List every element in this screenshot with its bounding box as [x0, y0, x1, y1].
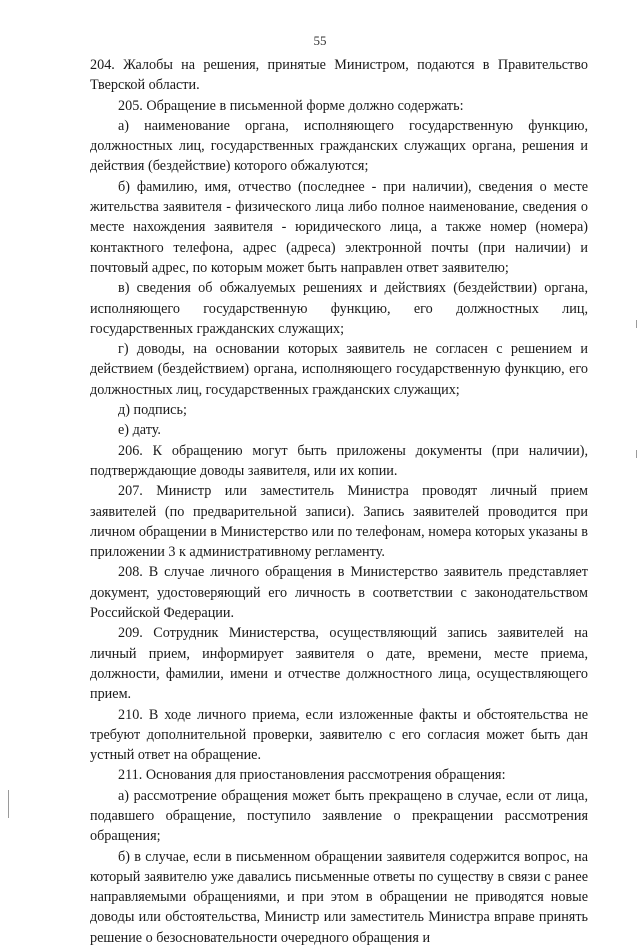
- scan-mark-right-1: [636, 320, 637, 328]
- paragraph-211-a: а) рассмотрение обращения может быть прекращено в случае, если от лица, подавшего обращение, поступило заявление о прекращении рассмотрения обращения;: [90, 787, 588, 845]
- scan-mark-left: [8, 790, 9, 818]
- paragraph-207: 207. Министр или заместитель Министра проводят личный прием заявителей (по предварительной записи). Запись заявителей проводится при личном обращении в Министерство или по телефонам, номера которых указаны в приложении 3 к административному регламенту.: [90, 483, 588, 561]
- paragraph-205-a: а) наименование органа, исполняющего государственную функцию, должностных лиц, государственных гражданских служащих органа, решения и действия (бездействие) которого обжалуются;: [90, 117, 588, 175]
- paragraph-205: 205. Обращение в письменной форме должно содержать:: [118, 97, 464, 114]
- page-number: 55: [313, 33, 327, 48]
- scan-mark-right-2: [636, 450, 637, 458]
- paragraph-208: 208. В случае личного обращения в Министерство заявитель представляет документ, удостоверяющий его личность в соответствии с законодательством Российской Федерации.: [90, 564, 588, 622]
- paragraph-210: 210. В ходе личного приема, если изложенные факты и обстоятельства не требуют дополнительной проверки, заявителю с его согласия может быть дан устный ответ на обращение.: [90, 706, 588, 764]
- document-body: [90, 55, 588, 948]
- paragraph-205-e: е) дату.: [118, 422, 161, 439]
- paragraph-205-d: д) подпись;: [118, 402, 187, 419]
- paragraph-209: 209. Сотрудник Министерства, осуществляющий запись заявителей на личный прием, информирует заявителя о дате, времени, месте приема, должности, фамилии, имени и отчестве должностного лица, осуществляющего прием.: [90, 625, 588, 703]
- paragraph-205-b: б) фамилию, имя, отчество (последнее - при наличии), сведения о месте жительства заявителя - физического лица либо полное наименование, сведения о месте нахождения заявителя - юридического лица, а также номер (номера) контактного телефона, адрес (адреса) электронной почты (при наличии) и почтовый адрес, по которым может быть направлен ответ заявителю;: [90, 178, 588, 276]
- paragraph-205-g: г) доводы, на основании которых заявитель не согласен с решением и действием (бездействием) органа, исполняющего государственную функцию, его должностных лиц, государственных гражданских служащих;: [90, 341, 588, 398]
- paragraph-211: 211. Основания для приостановления рассмотрения обращения:: [118, 767, 506, 784]
- paragraph-211-b: б) в случае, если в письменном обращении заявителя содержится вопрос, на который заявителю уже давались письменные ответы по существу в связи с ранее направляемыми обращениями, и при этом в обращении не приводятся новые доводы или обстоятельства, Министр или заместитель Министра вправе принять решение о безосновательности очередного обращения и: [90, 848, 588, 946]
- paragraph-205-v: в) сведения об обжалуемых решениях и действиях (бездействии) органа, исполняющего государственную функцию, его должностных лиц, государственных гражданских служащих;: [90, 280, 588, 337]
- paragraph-206: 206. К обращению могут быть приложены документы (при наличии), подтверждающие доводы заявителя, или их копии.: [90, 442, 588, 479]
- paragraph-204: 204. Жалобы на решения, принятые Министром, подаются в Правительство Тверской области.: [90, 57, 588, 94]
